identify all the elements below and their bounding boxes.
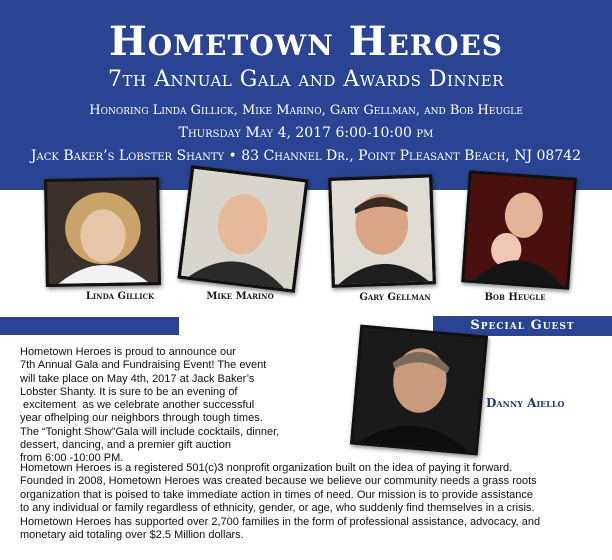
announcement-line: will take place on May 4th, 2017 at Jack Baker’s <box>20 372 255 385</box>
about-line: to any individual or family regardless of ethnicity, gender, or age, who suddenly find themselves in a crisis. <box>20 502 535 515</box>
event-subtitle: 7th Annual Gala and Awards Dinner <box>108 67 504 92</box>
announcement-line: dessert, dancing, and a premier gift auction <box>20 439 231 452</box>
photo-mike-marino <box>177 165 308 293</box>
special-guest-name: Danny Aiello <box>486 396 565 410</box>
honoree-name: Linda Gillick <box>85 291 155 302</box>
about-line: Founded in 2008, Hometown Heroes was created because we believe our community needs a grass roots <box>20 475 537 488</box>
about-line: monetary aid totaling over $2.5 Million dollars. <box>20 529 244 542</box>
announcement-line: year ofhelping our neighbors through tough times. <box>20 412 263 425</box>
photo-danny-aiello <box>350 325 488 456</box>
portrait-image <box>331 177 433 284</box>
photo-linda-gillick <box>44 177 161 287</box>
portrait-image <box>47 180 158 284</box>
about-line: Hometown Heroes has supported over 2,700 families in the form of professional assistance, advocacy, and <box>20 515 541 528</box>
about-line: Hometown Heroes is a registered 501(c)3 nonprofit organization built on the idea of paying it forward. <box>20 462 513 474</box>
announcement-line: The “Tonight Show”Gala will include cocktails, dinner, <box>20 425 280 438</box>
portrait-image <box>464 174 573 287</box>
special-guest-heading: Special Guest <box>433 316 612 336</box>
about-text <box>20 462 604 542</box>
announcement-line: from 6:00 -10:00 PM. <box>20 452 124 465</box>
announcement-text <box>20 346 340 466</box>
announcement-line: excitement as we celebrate another successful <box>20 399 255 412</box>
about-line: organization that is poised to take immediate action in times of need. Our mission is to provide assistance <box>20 488 533 501</box>
announcement-line: Lobster Shanty. It is sure to be an evening of <box>20 385 238 398</box>
portrait-image <box>353 328 484 452</box>
event-venue: Jack Baker’s Lobster Shanty • 83 Channel Dr., Point Pleasant Beach, NJ 08742 <box>30 148 582 164</box>
honoree-name: Gary Gellman <box>359 292 431 303</box>
honorees-line: Honoring Linda Gillick, Mike Marino, Gary Gellman, and Bob Heugle <box>89 103 523 118</box>
announcement-line: Hometown Heroes is proud to announce our <box>20 346 236 358</box>
portrait-image <box>181 169 305 290</box>
photo-gary-gellman <box>328 174 436 288</box>
photo-bob-heugle <box>461 170 577 289</box>
section-divider <box>0 317 179 335</box>
announcement-line: 7th Annual Gala and Fundraising Event! The event <box>20 359 267 372</box>
honoree-name: Mike Marino <box>206 291 274 302</box>
honoree-name: Bob Heugle <box>484 292 546 303</box>
event-date: Thursday May 4, 2017 6:00-10:00 pm <box>178 125 434 141</box>
event-title: Hometown Heroes <box>108 18 504 65</box>
